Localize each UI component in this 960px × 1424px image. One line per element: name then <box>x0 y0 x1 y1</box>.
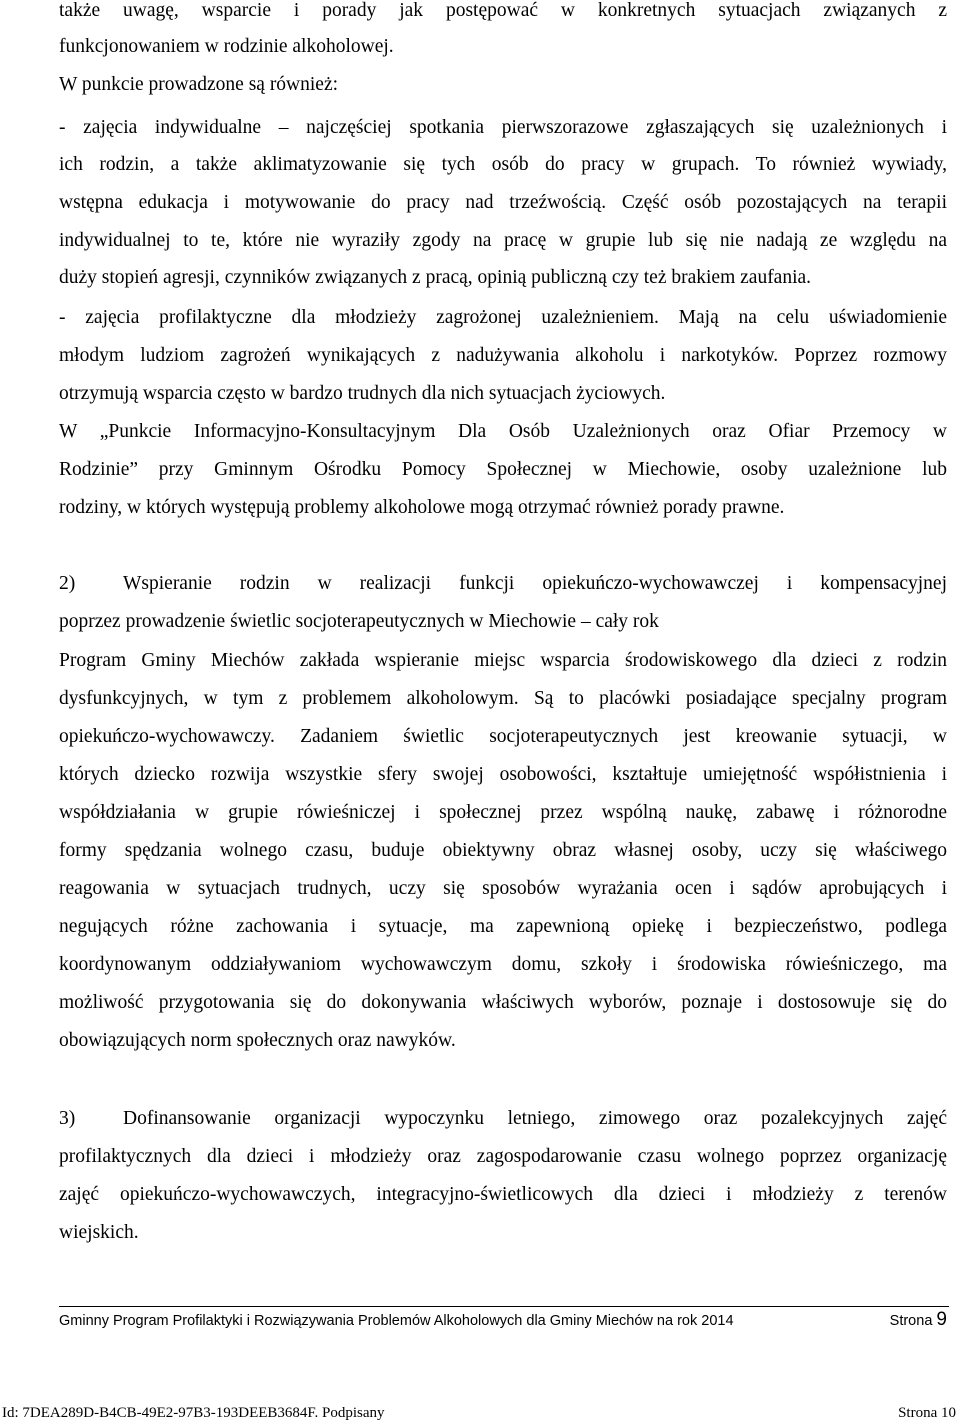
body-line: młodym ludziom zagrożeń wynikających z nadużywania alkoholu i narkotyków. Poprzez rozmowy <box>59 345 947 366</box>
body-line: otrzymują wsparcia często w bardzo trudnych dla nich sytuacjach życiowych. <box>59 383 666 404</box>
body-line: indywidualnej to te, które nie wyraziły zgody na pracę w grupie lub się nie nadają ze względu na <box>59 230 947 251</box>
body-line: - zajęcia indywidualne – najczęściej spotkania pierwszorazowe zgłaszających się uzależnionych i <box>59 117 947 138</box>
section-2-line: koordynowanym oddziaływaniom wychowawczym domu, szkoły i środowiska rówieśniczego, ma <box>59 954 947 975</box>
body-line: rodziny, w których występują problemy alkoholowe mogą otrzymać również porady prawne. <box>59 497 785 518</box>
footer-page-label: Strona <box>889 1313 933 1329</box>
section-2-heading-continued: poprzez prowadzenie świetlic socjoterapeutycznych w Miechowie – cały rok <box>59 611 659 632</box>
section-2-number: 2) <box>59 573 76 594</box>
body-line: wstępna edukacja i motywowanie do pracy nad trzeźwością. Część osób pozostających na terapii <box>59 192 947 213</box>
section-2-line: współdziałania w grupie rówieśniczej i społecznej przez wspólną naukę, zabawę i różnorodne <box>59 802 947 823</box>
body-line: W „Punkcie Informacyjno-Konsultacyjnym Dla Osób Uzależnionych oraz Ofiar Przemocy w <box>59 421 947 442</box>
section-2-line: formy spędzania wolnego czasu, buduje obiektywny obraz własnej osoby, uczy się właściwego <box>59 840 947 861</box>
section-3-heading <box>59 1106 947 1132</box>
section-2-heading <box>59 571 947 597</box>
body-line: funkcjonowaniem w rodzinie alkoholowej. <box>59 36 394 57</box>
section-2-line: dysfunkcyjnych, w tym z problemem alkoholowym. Są to placówki posiadające specjalny program <box>59 688 947 709</box>
body-line: także uwagę, wsparcie i porady jak postępować w konkretnych sytuacjach związanych z <box>59 0 947 21</box>
section-3-heading-text: Dofinansowanie organizacji wypoczynku letniego, zimowego oraz pozalekcyjnych zajęć <box>123 1108 947 1129</box>
section-2-line: obowiązujących norm społecznych oraz nawyków. <box>59 1030 456 1051</box>
section-2-line: Program Gminy Miechów zakłada wspieranie miejsc wsparcia środowiskowego dla dzieci z rodzin <box>59 650 947 671</box>
footer-program-title: Gminny Program Profilaktyki i Rozwiązywania Problemów Alkoholowych dla Gminy Miechów na rok 2014 <box>59 1313 734 1329</box>
document-page-count: Strona 10 <box>898 1405 956 1421</box>
document-signature-id: Id: 7DEA289D-B4CB-49E2-97B3-193DEEB3684F. Podpisany <box>2 1405 385 1421</box>
section-2-line: możliwość przygotowania się do dokonywania właściwych wyborów, poznaje i dostosowuje się do <box>59 992 947 1013</box>
section-3-line: wiejskich. <box>59 1222 139 1243</box>
footer-page-indicator <box>890 1308 947 1333</box>
footer-divider <box>59 1306 949 1307</box>
footer-page-number: 9 <box>936 1309 947 1330</box>
section-2-line: których dziecko rozwija wszystkie sfery swojej osobowości, kształtuje umiejętność współistnienia i <box>59 764 947 785</box>
section-2-line: negujących różne zachowania i sytuacje, ma zapewnioną opiekę i bezpieczeństwo, podlega <box>59 916 947 937</box>
section-2-line: reagowania w sytuacjach trudnych, uczy się sposobów wyrażania ocen i sądów aprobujących i <box>59 878 947 899</box>
section-2-heading-text: Wspieranie rodzin w realizacji funkcji opiekuńczo-wychowawczej i kompensacyjnej <box>123 573 947 594</box>
body-line: ich rodzin, a także aklimatyzowanie się tych osób do pracy w grupach. To również wywiady, <box>59 154 947 175</box>
section-2-line: opiekuńczo-wychowawczy. Zadaniem świetlic socjoterapeutycznych jest kreowanie sytuacji, w <box>59 726 947 747</box>
section-3-line: zajęć opiekuńczo-wychowawczych, integracyjno-świetlicowych dla dzieci i młodzieży z terenów <box>59 1184 947 1205</box>
body-line: Rodzinie” przy Gminnym Ośrodku Pomocy Społecznej w Miechowie, osoby uzależnione lub <box>59 459 947 480</box>
body-line: W punkcie prowadzone są również: <box>59 74 339 95</box>
body-line: duży stopień agresji, czynników związanych z pracą, opinią publiczną czy też brakiem zaufania. <box>59 267 812 288</box>
section-3-line: profilaktycznych dla dzieci i młodzieży oraz zagospodarowanie czasu wolnego poprzez organizację <box>59 1146 947 1167</box>
section-3-number: 3) <box>59 1108 76 1129</box>
body-line: - zajęcia profilaktyczne dla młodzieży zagrożonej uzależnieniem. Mają na celu uświadomienie <box>59 307 947 328</box>
